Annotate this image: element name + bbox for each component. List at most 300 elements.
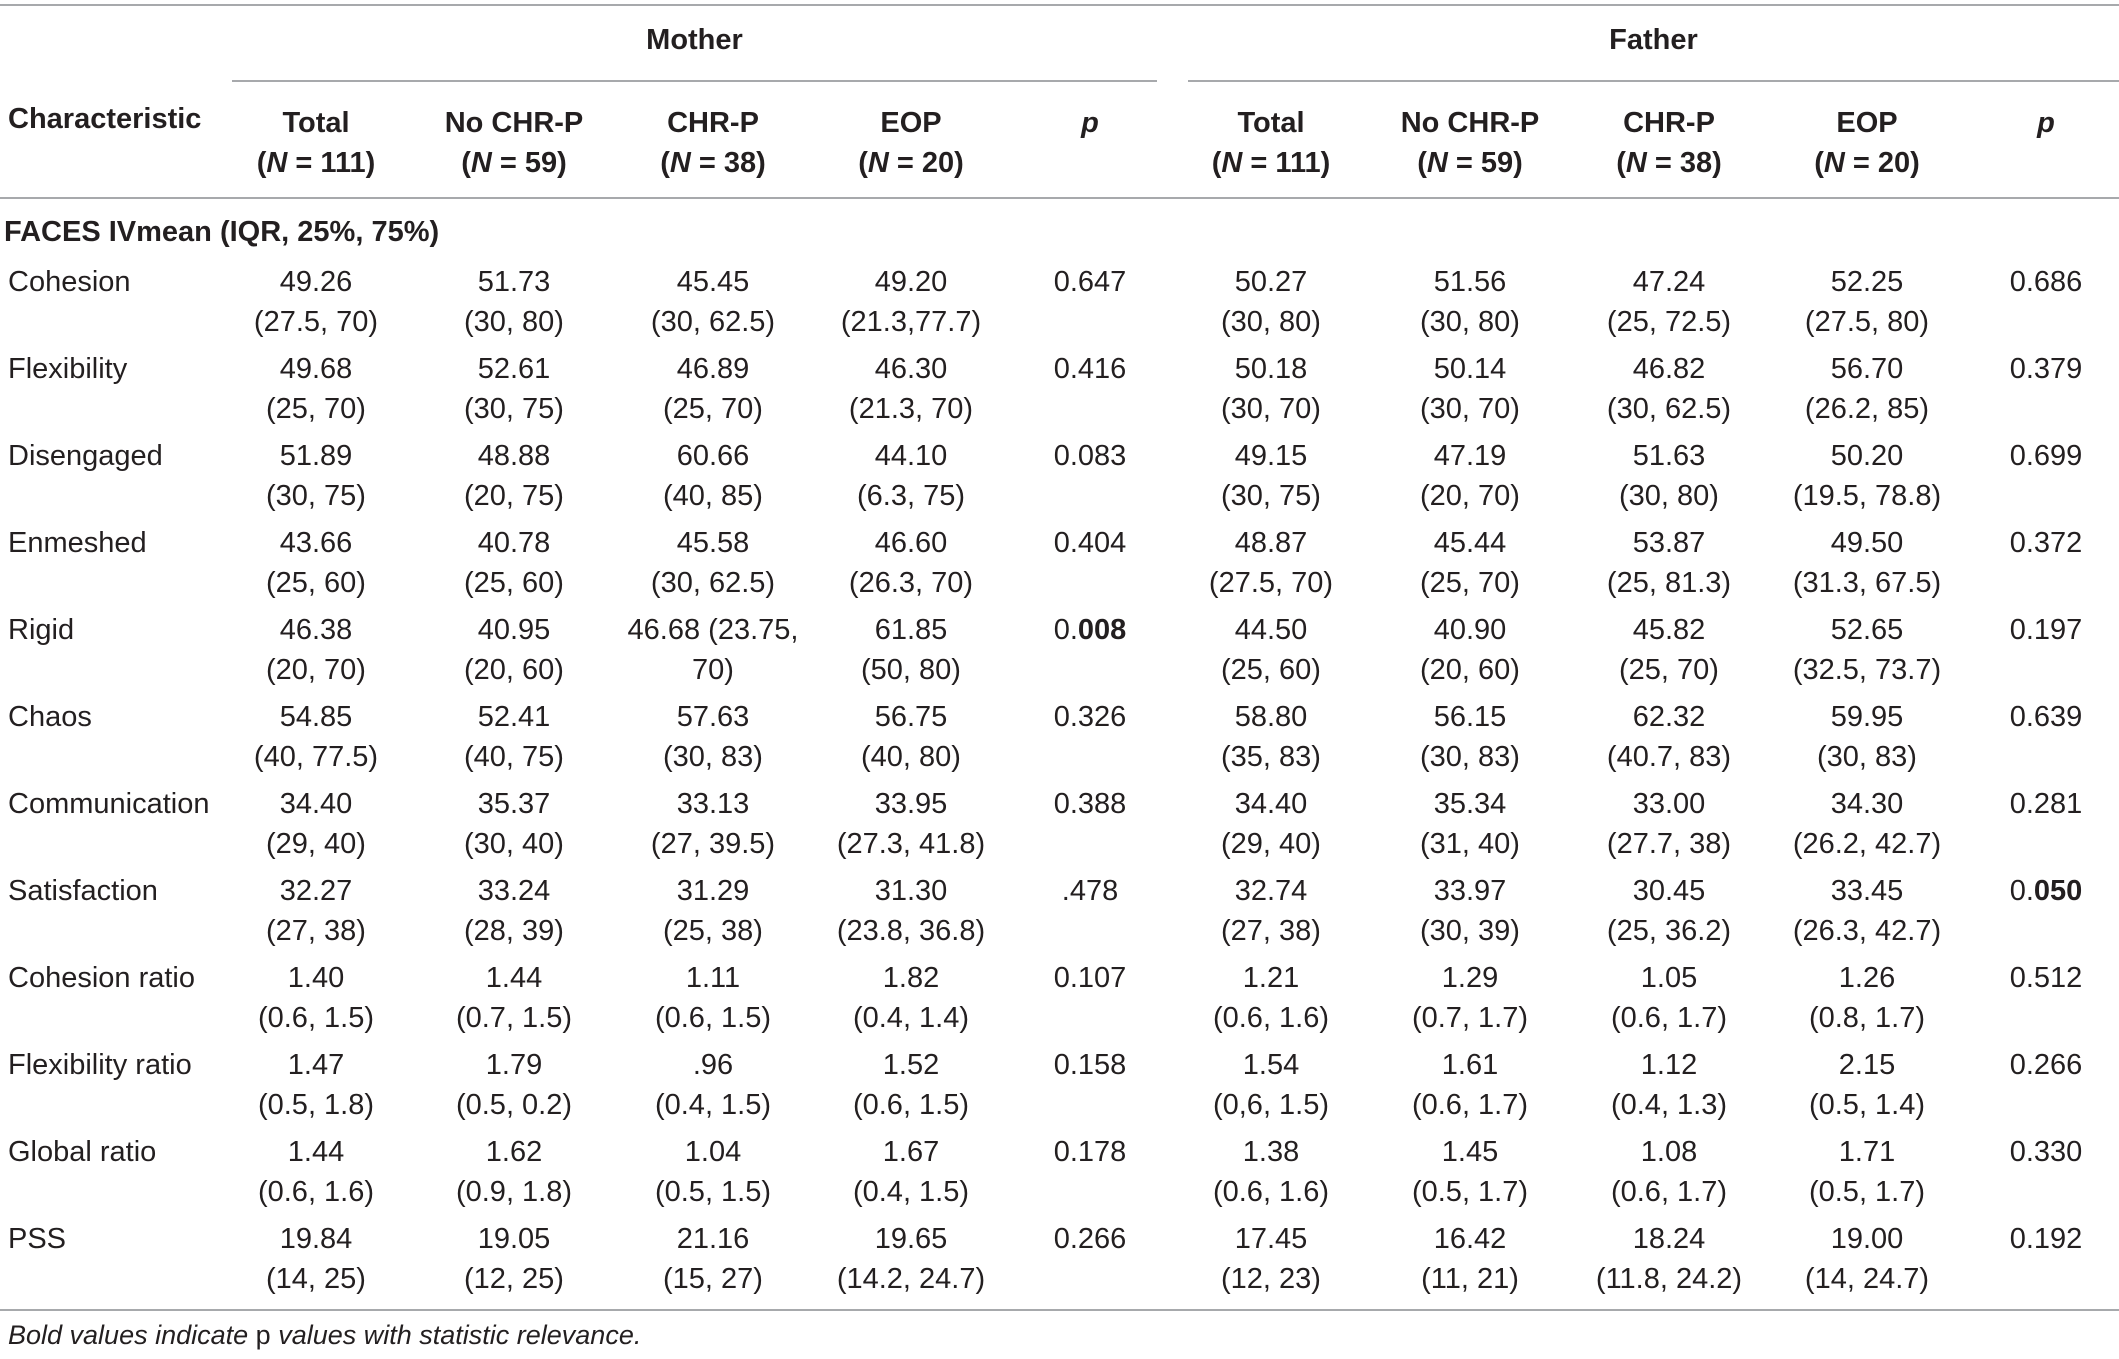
table-cell-father-3: [1574, 1132, 1764, 1212]
p-value-father: [1951, 962, 2119, 995]
cell-mean: 50.20: [1830, 440, 1904, 472]
cell-mean: 35.34: [1433, 788, 1507, 820]
table-cell-mother-3: [618, 697, 808, 777]
cell-mean: 56.70: [1830, 353, 1904, 385]
table-cell-mother-3: [618, 871, 808, 951]
p-value-text: 0.083: [1053, 440, 1127, 472]
column-header-name: EOP: [880, 107, 942, 139]
cell-mean: 58.80: [1234, 701, 1308, 733]
table-cell-mother-3: [618, 349, 808, 429]
cell-mean: 51.56: [1433, 266, 1507, 298]
p-value-father: [1951, 875, 2119, 908]
cell-iqr: (0.6, 1.7): [1411, 1089, 1529, 1121]
table-cell-father-4: [1772, 871, 1962, 951]
cell-iqr: (30, 40): [464, 828, 564, 860]
p-value-father: [1951, 440, 2119, 473]
p-value-text: 0.: [2009, 875, 2034, 907]
cell-iqr: (0.6, 1.6): [1212, 1002, 1330, 1034]
cell-iqr: (30, 70): [1221, 393, 1321, 425]
group-title-father: Father: [1609, 24, 1698, 56]
n-value: = 111): [287, 147, 376, 179]
cell-mean: 1.21: [1242, 962, 1300, 994]
p-value-text: 0.107: [1053, 962, 1127, 994]
table-cell-father-3: [1574, 523, 1764, 603]
cell-mean: 1.29: [1441, 962, 1499, 994]
cell-mean: 32.74: [1234, 875, 1308, 907]
p-value-mother: [995, 1223, 1185, 1256]
table-top-rule: [0, 4, 2119, 6]
cell-iqr: (14.2, 24.7): [836, 1263, 986, 1295]
table-cell-mother-2: [419, 1219, 609, 1299]
cell-iqr: (0.9, 1.8): [455, 1176, 573, 1208]
cell-mean: 40.95: [477, 614, 551, 646]
table-cell-mother-2: [419, 349, 609, 429]
cell-iqr: (40, 77.5): [253, 741, 379, 773]
table-cell-father-1: [1176, 1132, 1366, 1212]
column-header-n: [419, 143, 609, 183]
table-cell-father-3: [1574, 436, 1764, 516]
table-cell-father-1: [1176, 523, 1366, 603]
cell-iqr: (0.6, 1.5): [654, 1002, 772, 1034]
cell-mean: 47.19: [1433, 440, 1507, 472]
p-value-text: 0.266: [1053, 1223, 1127, 1255]
father-group-rule: [1188, 80, 2119, 82]
cell-mean: 62.32: [1632, 701, 1706, 733]
p-value-mother: [995, 353, 1185, 386]
cell-mean: 1.44: [485, 962, 543, 994]
cell-mean: 40.90: [1433, 614, 1507, 646]
p-value-mother: [995, 440, 1185, 473]
column-header-n: [1772, 143, 1962, 183]
table-cell-mother-4: [816, 1045, 1006, 1125]
cell-mean: 52.65: [1830, 614, 1904, 646]
cell-mean: 19.00: [1830, 1223, 1904, 1255]
table-cell-mother-2: [419, 262, 609, 342]
footnote-post: values with statistic relevance.: [270, 1320, 642, 1350]
table-cell-father-1: [1176, 1219, 1366, 1299]
p-value-text: 0.647: [1053, 266, 1127, 298]
section-title: FACES IVmean (IQR, 25%, 75%): [4, 216, 440, 248]
cell-iqr: (21.3,77.7): [840, 306, 982, 338]
mother-group-rule: [232, 80, 1157, 82]
characteristic-header: Characteristic: [8, 103, 202, 135]
p-value-text: 0.158: [1053, 1049, 1127, 1081]
n-open: (: [1616, 147, 1626, 179]
table-cell-father-2: [1375, 610, 1565, 690]
table-cell-mother-2: [419, 1132, 609, 1212]
cell-mean: 59.95: [1830, 701, 1904, 733]
p-value-bold: 050: [2033, 875, 2083, 907]
table-cell-mother-1: [221, 871, 411, 951]
row-label: Rigid: [8, 614, 75, 646]
table-cell-mother-3: [618, 1045, 808, 1125]
table-cell-mother-1: [221, 610, 411, 690]
cell-mean: 1.38: [1242, 1136, 1300, 1168]
cell-mean: 1.44: [287, 1136, 345, 1168]
p-value-text: .478: [1061, 875, 1119, 907]
cell-mean: 34.30: [1830, 788, 1904, 820]
table-cell-mother-4: [816, 523, 1006, 603]
table-cell-mother-2: [419, 784, 609, 864]
cell-iqr: (27.3, 41.8): [836, 828, 986, 860]
cell-iqr: (27.5, 80): [1804, 306, 1930, 338]
table-cell-mother-1: [221, 784, 411, 864]
cell-mean: 45.82: [1632, 614, 1706, 646]
cell-mean: 44.50: [1234, 614, 1308, 646]
column-header-n: [1176, 143, 1366, 183]
cell-mean: 52.25: [1830, 266, 1904, 298]
cell-mean: 33.24: [477, 875, 551, 907]
p-value-text: 0.326: [1053, 701, 1127, 733]
table-cell-mother-4: [816, 1132, 1006, 1212]
n-label: N: [1823, 147, 1845, 179]
cell-mean: 35.37: [477, 788, 551, 820]
table-cell-father-3: [1574, 262, 1764, 342]
cell-iqr: (25, 81.3): [1606, 567, 1732, 599]
cell-mean: 50.14: [1433, 353, 1507, 385]
table-cell-mother-2: [419, 523, 609, 603]
cell-iqr: (23.8, 36.8): [836, 915, 986, 947]
cell-mean: 49.26: [279, 266, 353, 298]
table-cell-father-1: [1176, 958, 1366, 1038]
p-value-father: [1951, 353, 2119, 386]
table-cell-mother-1: [221, 1045, 411, 1125]
cell-iqr: (26.2, 42.7): [1792, 828, 1942, 860]
column-header-n: [816, 143, 1006, 183]
cell-mean: 31.29: [676, 875, 750, 907]
table-cell-father-3: [1574, 610, 1764, 690]
cell-mean: 46.89: [676, 353, 750, 385]
cell-iqr: (26.3, 70): [848, 567, 974, 599]
cell-iqr: (0.7, 1.7): [1411, 1002, 1529, 1034]
n-label: N: [470, 147, 492, 179]
cell-iqr: (0.7, 1.5): [455, 1002, 573, 1034]
cell-mean: 45.58: [676, 527, 750, 559]
column-header-name: No CHR-P: [1400, 107, 1540, 139]
cell-iqr: (27.5, 70): [253, 306, 379, 338]
table-cell-mother-1: [221, 958, 411, 1038]
cell-mean: 51.73: [477, 266, 551, 298]
cell-mean: 46.68 (23.75,: [627, 614, 799, 646]
table-cell-father-3: [1574, 1219, 1764, 1299]
cell-iqr: (25, 60): [1221, 654, 1321, 686]
p-value-mother: [995, 1049, 1185, 1082]
row-label: Satisfaction: [8, 875, 158, 907]
table-cell-father-4: [1772, 349, 1962, 429]
table-cell-father-3: [1574, 1045, 1764, 1125]
table-cell-father-2: [1375, 1045, 1565, 1125]
cell-mean: 51.63: [1632, 440, 1706, 472]
cell-iqr: (0.5, 1.7): [1808, 1176, 1926, 1208]
column-header-name: EOP: [1836, 107, 1898, 139]
cell-iqr: (20, 60): [464, 654, 564, 686]
cell-iqr: (0.5, 1.8): [257, 1089, 375, 1121]
cell-mean: 51.89: [279, 440, 353, 472]
cell-mean: 33.00: [1632, 788, 1706, 820]
cell-iqr: (29, 40): [266, 828, 366, 860]
p-value-father: [1951, 614, 2119, 647]
cell-mean: 40.78: [477, 527, 551, 559]
n-value: = 59): [491, 147, 567, 179]
table-cell-mother-4: [816, 958, 1006, 1038]
cell-mean: 52.61: [477, 353, 551, 385]
column-header-father-2: [1375, 103, 1565, 183]
cell-iqr: (0.6, 1.7): [1610, 1176, 1728, 1208]
table-cell-father-1: [1176, 349, 1366, 429]
table-cell-father-4: [1772, 784, 1962, 864]
column-header-father-3: [1574, 103, 1764, 183]
table-cell-father-2: [1375, 1132, 1565, 1212]
cell-iqr: (30, 83): [1420, 741, 1520, 773]
cell-iqr: 70): [692, 654, 734, 686]
cell-iqr: (26.3, 42.7): [1792, 915, 1942, 947]
cell-iqr: (30, 80): [1619, 480, 1719, 512]
column-header-mother-4: [816, 103, 1006, 183]
cell-iqr: (27.5, 70): [1208, 567, 1334, 599]
table-cell-mother-2: [419, 871, 609, 951]
p-value-text: 0.639: [2009, 701, 2083, 733]
p-value-text: 0.281: [2009, 788, 2083, 820]
cell-mean: 31.30: [874, 875, 948, 907]
n-label: N: [1426, 147, 1448, 179]
cell-mean: 19.84: [279, 1223, 353, 1255]
n-value: = 59): [1447, 147, 1523, 179]
cell-mean: 47.24: [1632, 266, 1706, 298]
n-value: = 20): [1844, 147, 1920, 179]
cell-mean: 46.82: [1632, 353, 1706, 385]
cell-mean: 2.15: [1838, 1049, 1896, 1081]
column-header-father-p: p: [2037, 107, 2055, 139]
cell-iqr: (25, 60): [464, 567, 564, 599]
table-cell-father-4: [1772, 1045, 1962, 1125]
table-cell-father-3: [1574, 871, 1764, 951]
table-cell-mother-3: [618, 523, 808, 603]
cell-mean: 17.45: [1234, 1223, 1308, 1255]
n-value: = 38): [690, 147, 766, 179]
table-cell-mother-3: [618, 1132, 808, 1212]
cell-mean: 1.40: [287, 962, 345, 994]
cell-mean: 53.87: [1632, 527, 1706, 559]
p-value-text: 0.330: [2009, 1136, 2083, 1168]
footnote: [8, 1320, 641, 1351]
cell-iqr: (25, 70): [663, 393, 763, 425]
p-value-mother: [995, 875, 1185, 908]
cell-mean: 30.45: [1632, 875, 1706, 907]
p-value-father: [1951, 701, 2119, 734]
cell-mean: 48.87: [1234, 527, 1308, 559]
table-cell-mother-4: [816, 871, 1006, 951]
table-cell-mother-1: [221, 349, 411, 429]
row-label: Flexibility: [8, 353, 128, 385]
column-header-name: CHR-P: [667, 107, 759, 139]
table-cell-mother-1: [221, 523, 411, 603]
cell-iqr: (30, 75): [464, 393, 564, 425]
cell-mean: 1.71: [1838, 1136, 1896, 1168]
column-header-mother-p: p: [1081, 107, 1099, 139]
cell-iqr: (0.8, 1.7): [1808, 1002, 1926, 1034]
cell-mean: .96: [692, 1049, 734, 1081]
table-cell-mother-4: [816, 1219, 1006, 1299]
p-value-father: [1951, 1223, 2119, 1256]
table-cell-father-3: [1574, 349, 1764, 429]
cell-mean: 1.12: [1640, 1049, 1698, 1081]
row-label: Flexibility ratio: [8, 1049, 192, 1081]
cell-mean: 1.08: [1640, 1136, 1698, 1168]
table-cell-mother-3: [618, 958, 808, 1038]
table-cell-father-2: [1375, 871, 1565, 951]
cell-iqr: (0.4, 1.3): [1610, 1089, 1728, 1121]
cell-iqr: (32.5, 73.7): [1792, 654, 1942, 686]
n-label: N: [1221, 147, 1243, 179]
table-cell-mother-4: [816, 436, 1006, 516]
table-cell-mother-3: [618, 1219, 808, 1299]
cell-mean: 56.75: [874, 701, 948, 733]
table-cell-mother-2: [419, 697, 609, 777]
table-cell-mother-2: [419, 610, 609, 690]
cell-iqr: (11.8, 24.2): [1595, 1263, 1743, 1295]
table-cell-mother-4: [816, 610, 1006, 690]
row-label: Enmeshed: [8, 527, 147, 559]
column-header-mother-1: [221, 103, 411, 183]
cell-mean: 33.45: [1830, 875, 1904, 907]
cell-mean: 49.20: [874, 266, 948, 298]
p-value-mother: [995, 1136, 1185, 1169]
cell-iqr: (30, 75): [266, 480, 366, 512]
cell-iqr: (30, 39): [1420, 915, 1520, 947]
table-cell-father-3: [1574, 784, 1764, 864]
cell-mean: 33.97: [1433, 875, 1507, 907]
cell-mean: 52.41: [477, 701, 551, 733]
cell-iqr: (25, 70): [1420, 567, 1520, 599]
cell-mean: 19.05: [477, 1223, 551, 1255]
cell-mean: 1.26: [1838, 962, 1896, 994]
cell-mean: 54.85: [279, 701, 353, 733]
table-cell-father-4: [1772, 1132, 1962, 1212]
cell-iqr: (0.5, 1.7): [1411, 1176, 1529, 1208]
table-cell-father-2: [1375, 697, 1565, 777]
p-value-mother: [995, 962, 1185, 995]
cell-iqr: (0.6, 1.7): [1610, 1002, 1728, 1034]
table-cell-father-2: [1375, 436, 1565, 516]
n-open: (: [1211, 147, 1222, 179]
cell-iqr: (40, 85): [663, 480, 763, 512]
cell-iqr: (30, 75): [1221, 480, 1321, 512]
cell-mean: 50.18: [1234, 353, 1308, 385]
cell-mean: 1.61: [1441, 1049, 1499, 1081]
p-value-mother: [995, 701, 1185, 734]
cell-iqr: (40, 80): [861, 741, 961, 773]
cell-iqr: (12, 23): [1221, 1263, 1321, 1295]
n-label: N: [1625, 147, 1647, 179]
cell-iqr: (29, 40): [1221, 828, 1321, 860]
row-label: Cohesion: [8, 266, 131, 298]
cell-iqr: (15, 27): [663, 1263, 763, 1295]
cell-iqr: (0.6, 1.5): [257, 1002, 375, 1034]
table-cell-mother-1: [221, 1132, 411, 1212]
n-open: (: [1417, 147, 1427, 179]
cell-iqr: (25, 70): [1619, 654, 1719, 686]
cell-mean: 61.85: [874, 614, 948, 646]
p-value-bold: 008: [1077, 614, 1127, 646]
p-value-text: 0.699: [2009, 440, 2083, 472]
n-open: (: [256, 147, 267, 179]
p-value-text: 0.372: [2009, 527, 2083, 559]
table-cell-father-2: [1375, 349, 1565, 429]
cell-iqr: (0.5, 1.4): [1808, 1089, 1926, 1121]
p-value-text: 0.266: [2009, 1049, 2083, 1081]
cell-iqr: (27.7, 38): [1606, 828, 1732, 860]
p-value-father: [1951, 266, 2119, 299]
table-cell-mother-3: [618, 610, 808, 690]
table-cell-father-1: [1176, 871, 1366, 951]
column-header-name: Total: [1237, 107, 1305, 139]
row-label: Chaos: [8, 701, 92, 733]
footnote-p: p: [255, 1320, 271, 1350]
n-open: (: [461, 147, 471, 179]
cell-mean: 33.13: [676, 788, 750, 820]
table-cell-mother-1: [221, 1219, 411, 1299]
table-cell-father-2: [1375, 1219, 1565, 1299]
cell-iqr: (14, 25): [266, 1263, 366, 1295]
cell-iqr: (40, 75): [464, 741, 564, 773]
row-label: Communication: [8, 788, 210, 820]
cell-mean: 33.95: [874, 788, 948, 820]
table-cell-father-1: [1176, 436, 1366, 516]
cell-iqr: (0,6, 1.5): [1212, 1089, 1330, 1121]
table-cell-mother-1: [221, 262, 411, 342]
cell-mean: 49.50: [1830, 527, 1904, 559]
cell-mean: 45.44: [1433, 527, 1507, 559]
cell-iqr: (31.3, 67.5): [1792, 567, 1942, 599]
cell-mean: 56.15: [1433, 701, 1507, 733]
p-value-text: 0.416: [1053, 353, 1127, 385]
cell-iqr: (28, 39): [464, 915, 564, 947]
row-label: Disengaged: [8, 440, 163, 472]
cell-mean: 1.47: [287, 1049, 345, 1081]
cell-iqr: (20, 75): [464, 480, 564, 512]
table-cell-mother-3: [618, 784, 808, 864]
cell-mean: 1.79: [485, 1049, 543, 1081]
table-bottom-rule: [0, 1309, 2119, 1311]
cell-iqr: (30, 80): [1420, 306, 1520, 338]
cell-mean: 46.30: [874, 353, 948, 385]
n-label: N: [266, 147, 288, 179]
p-value-text: 0.388: [1053, 788, 1127, 820]
cell-mean: 1.05: [1640, 962, 1698, 994]
p-value-text: 0.197: [2009, 614, 2083, 646]
cell-iqr: (27, 38): [1221, 915, 1321, 947]
cell-iqr: (20, 70): [266, 654, 366, 686]
cell-iqr: (0.5, 1.5): [654, 1176, 772, 1208]
p-value-text: 0.192: [2009, 1223, 2083, 1255]
cell-mean: 50.27: [1234, 266, 1308, 298]
n-label: N: [669, 147, 691, 179]
cell-iqr: (25, 36.2): [1606, 915, 1732, 947]
p-value-father: [1951, 1049, 2119, 1082]
table-cell-father-1: [1176, 697, 1366, 777]
table-cell-father-1: [1176, 262, 1366, 342]
cell-iqr: (30, 70): [1420, 393, 1520, 425]
table-cell-mother-3: [618, 436, 808, 516]
p-value-mother: [995, 614, 1185, 647]
cell-mean: 1.67: [882, 1136, 940, 1168]
cell-iqr: (27, 39.5): [650, 828, 776, 860]
table-cell-father-3: [1574, 697, 1764, 777]
cell-iqr: (25, 72.5): [1606, 306, 1732, 338]
cell-mean: 1.11: [685, 962, 741, 994]
cell-iqr: (26.2, 85): [1804, 393, 1930, 425]
cell-mean: 18.24: [1632, 1223, 1706, 1255]
